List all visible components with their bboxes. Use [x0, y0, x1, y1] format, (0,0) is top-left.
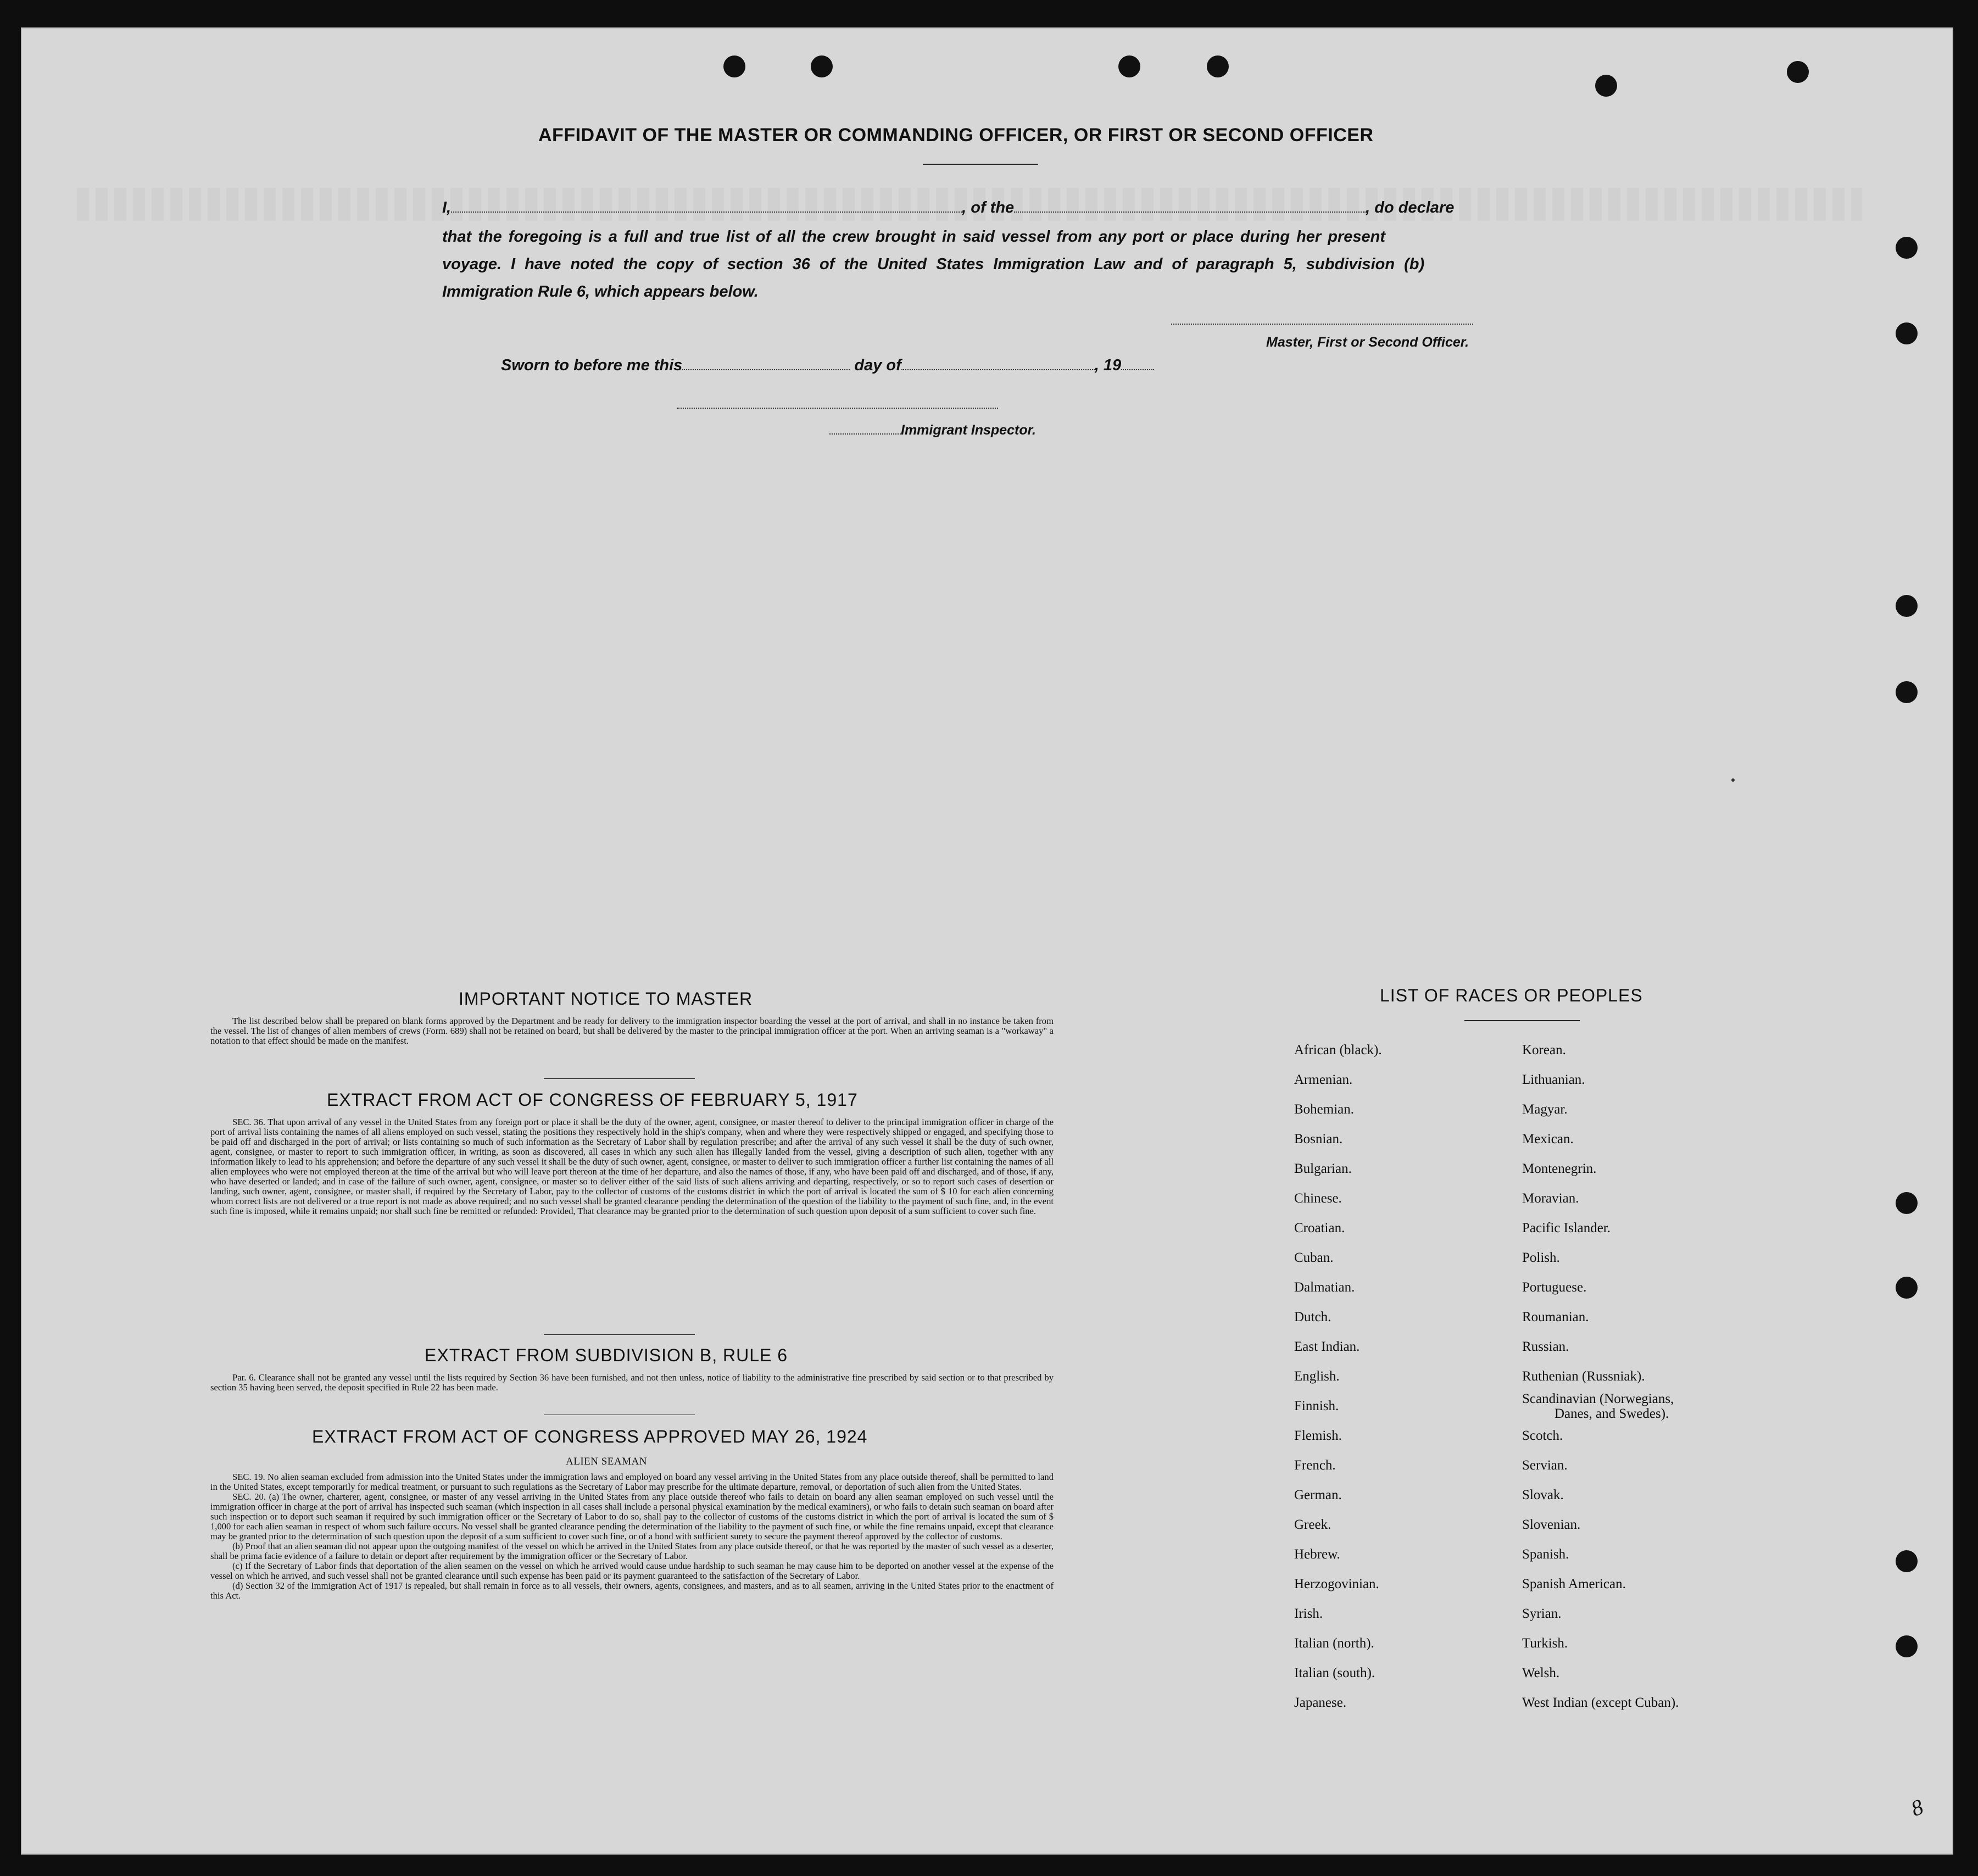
- race-item: Mexican.: [1522, 1132, 1574, 1146]
- notice-title: IMPORTANT NOTICE TO MASTER: [459, 989, 753, 1009]
- affidavit-line-2: that the foregoing is a full and true list of all the crew brought in said vessel from any port or place during her present: [442, 228, 1386, 246]
- race-item: Finnish.: [1294, 1399, 1339, 1413]
- rule-6-text: [210, 1373, 1054, 1393]
- inspector-signature-label: [829, 422, 1036, 438]
- extract-1924-title: EXTRACT FROM ACT OF CONGRESS APPROVED MAY 26, 1924: [312, 1427, 868, 1446]
- race-item: Russian.: [1522, 1339, 1569, 1354]
- affidavit-title: AFFIDAVIT OF THE MASTER OR COMMANDING OFFICER, OR FIRST OR SECOND OFFICER: [538, 125, 1374, 146]
- races-title: LIST OF RACES OR PEOPLES: [1380, 986, 1643, 1005]
- affidavit-line-1: [442, 199, 1454, 217]
- race-item: French.: [1294, 1458, 1336, 1473]
- extract-1917-title: EXTRACT FROM ACT OF CONGRESS OF FEBRUARY 5, 1917: [327, 1090, 858, 1110]
- race-item: Chinese.: [1294, 1191, 1342, 1206]
- sworn-day-blank[interactable]: [682, 357, 850, 370]
- affidavit-line-4: Immigration Rule 6, which appears below.: [442, 283, 759, 300]
- race-item: Bulgarian.: [1294, 1161, 1352, 1176]
- vessel-blank[interactable]: [1014, 199, 1366, 213]
- punch-hole: [811, 55, 833, 77]
- sec-20c-paragraph: (c) If the Secretary of Labor finds that deportation of the alien seamen on the vessel on which he arrived would cause undue hardship to such seaman he may cause him to be deported on another vessel at the expense of the vessel on which he arrived, and such vessel shall not be granted clearance until such expense has been paid or its payment guaranteed to the satisfaction of the Secretary of Labor.: [210, 1561, 1054, 1581]
- title-underline: [923, 164, 1038, 165]
- punch-hole: [1896, 1277, 1918, 1299]
- punch-hole: [1896, 1635, 1918, 1657]
- punch-hole: [1207, 55, 1229, 77]
- race-item: Dalmatian.: [1294, 1280, 1355, 1295]
- race-item: African (black).: [1294, 1043, 1382, 1057]
- sworn-year-blank[interactable]: [1121, 357, 1154, 370]
- master-signature-line[interactable]: [1171, 324, 1473, 325]
- affidavit-declare: , do declare: [1366, 199, 1455, 216]
- race-item: German.: [1294, 1488, 1342, 1502]
- punch-hole: [1896, 681, 1918, 703]
- punch-hole: [1896, 237, 1918, 259]
- inspector-signature-line[interactable]: [677, 408, 998, 409]
- race-item: Turkish.: [1522, 1636, 1568, 1651]
- sec-36-paragraph: SEC. 36. That upon arrival of any vessel in the United States from any foreign port or place it shall be the duty of the owner, agent, consignee, or master thereof to deliver to the principal immigration officer in charge of the port of arrival lists containing the names of all aliens employed on such vessel, stating the positions they respectively hold in the ship's company, when and where they were respectively shipped or engaged, and specifying those to be paid off and discharged in the port of arrival; or lists containing so much of such information as the Secretary of Labor shall by regulation prescribe; and after the arrival of any such vessel it shall be the duty of such owner, agent, consignee, or master to report to such immigration officer, in writing, as soon as discovered, all cases in which any such alien has illegally landed from the vessel, giving a description of such alien, together with any information likely to lead to his apprehension; and before the departure of any such vessel it shall be the duty of such owner, agent, consignee, or master to deliver to such immigration officer a further list containing the names of all alien employees who were not employed thereon at the time of the arrival but who will leave port thereon at the time of her departure, and also the names of those, if any, who have been paid off and discharged, and of those, if any, who have deserted or landed; and in case of the failure of such owner, agent, consignee, or master so to deliver either of the said lists of such aliens arriving and departing, respectively, or so to report such cases of desertion or landing, such owner, agent, consignee, or master shall, if required by the Secretary of Labor, pay to the collector of customs of the customs district in which the port of arrival is located the sum of $ 10 for each alien concerning whom correct lists are not delivered or a true report is not made as above required; and no such vessel shall be granted clearance pending the determination of the question of the liability to the payment of such fine, and, in the event such fine is imposed, while it remains unpaid; nor shall such fine be remitted or refunded: Provided, That clearance may be granted prior to the determination of such question upon deposit of a sum sufficient to cover such fine.: [210, 1117, 1054, 1216]
- master-signature-label: Master, First or Second Officer.: [1266, 335, 1469, 350]
- race-item: Scandinavian (Norwegians,: [1522, 1391, 1674, 1406]
- race-item: Bohemian.: [1294, 1102, 1355, 1117]
- race-item: Pacific Islander.: [1522, 1221, 1611, 1235]
- race-item: Welsh.: [1522, 1666, 1560, 1680]
- corner-handwritten-mark: 8: [1907, 1794, 1927, 1822]
- race-item: Bosnian.: [1294, 1132, 1343, 1146]
- race-item: English.: [1294, 1369, 1340, 1384]
- race-item: Armenian.: [1294, 1072, 1353, 1087]
- punch-hole: [1595, 75, 1617, 97]
- punch-hole: [1896, 595, 1918, 617]
- race-item: Roumanian.: [1522, 1310, 1589, 1324]
- punch-hole: [1896, 1550, 1918, 1572]
- race-item: Spanish.: [1522, 1547, 1569, 1562]
- notice-paragraph: The list described below shall be prepared on blank forms approved by the Department and be ready for delivery to the immigration inspector boarding the vessel at the port of arrival, and shall in no instance be taken from the vessel. The list of changes of alien members of crews (Form. 689) shall not be retained on board, but shall be delivered by the master to the principal immigration officer at the port. When an arriving seaman is a "workaway" a notation to that effect should be made on the manifest.: [210, 1016, 1054, 1046]
- race-item: Japanese.: [1294, 1695, 1347, 1710]
- affidavit-i: I,: [442, 199, 452, 216]
- race-item: Polish.: [1522, 1250, 1560, 1265]
- race-item: Scotch.: [1522, 1428, 1563, 1443]
- race-item: West Indian (except Cuban).: [1522, 1695, 1679, 1710]
- race-item: Slovak.: [1522, 1488, 1564, 1502]
- race-item: Cuban.: [1294, 1250, 1334, 1265]
- sworn-text: Sworn to before me this: [501, 357, 683, 374]
- sworn-day-of: day of: [854, 357, 901, 374]
- race-item: Syrian.: [1522, 1606, 1562, 1621]
- race-item: Italian (south).: [1294, 1666, 1375, 1680]
- alien-seaman-subtitle: ALIEN SEAMAN: [566, 1456, 647, 1467]
- races-underline: [1464, 1020, 1580, 1021]
- punch-hole: [723, 55, 745, 77]
- extract-1917-text: [210, 1117, 1054, 1216]
- sec-20d-paragraph: (d) Section 32 of the Immigration Act of 1917 is repealed, but shall remain in force as to all vessels, their owners, agents, consignees, and masters, and as to all seamen, arriving in the United States prior to the enactment of this Act.: [210, 1580, 1054, 1601]
- race-item: Spanish American.: [1522, 1577, 1626, 1591]
- race-item: Slovenian.: [1522, 1517, 1581, 1532]
- punch-hole: [1787, 61, 1809, 83]
- affidavit-line-3: voyage. I have noted the copy of section 36 of the United States Immigration Law and of paragraph 5, subdivision (b): [442, 255, 1425, 273]
- race-item: Ruthenian (Russniak).: [1522, 1369, 1645, 1384]
- race-item: Moravian.: [1522, 1191, 1579, 1206]
- name-blank[interactable]: [451, 199, 962, 213]
- notice-text: [210, 1016, 1054, 1046]
- race-item: Montenegrin.: [1522, 1161, 1597, 1176]
- race-item: Flemish.: [1294, 1428, 1342, 1443]
- affidavit-of-the: , of the: [962, 199, 1015, 216]
- rule-6-title: EXTRACT FROM SUBDIVISION B, RULE 6: [425, 1345, 788, 1365]
- sec-19-paragraph: SEC. 19. No alien seaman excluded from admission into the United States under the immigration laws and employed on board any vessel arriving in the United States from any place outside thereof, shall be permitted to land in the United States, except temporarily for medical treatment, or pursuant to such regulations as the Secretary of Labor may prescribe for the ultimate departure, removal, or deportation of such alien from the United States.: [210, 1472, 1054, 1492]
- race-item: Italian (north).: [1294, 1636, 1374, 1651]
- par-6-paragraph: Par. 6. Clearance shall not be granted any vessel until the lists required by Section 36 have been furnished, and not then unless, notice of liability to the administrative fine prescribed by said section or to that prescribed by section 35 having been served, the deposit specified in Rule 22 has been made.: [210, 1372, 1054, 1393]
- race-item: Greek.: [1294, 1517, 1331, 1532]
- race-item: Dutch.: [1294, 1310, 1331, 1324]
- race-item: Servian.: [1522, 1458, 1568, 1473]
- sworn-line: [501, 357, 1154, 375]
- sworn-year-prefix: , 19: [1094, 357, 1122, 374]
- sec-20a-paragraph: SEC. 20. (a) The owner, charterer, agent, consignee, or master of any vessel arriving in the United States from any place outside thereof who fails to detain on board any alien seaman employed on such vessel until the immigration officer in charge at the port of arrival has inspected such seaman (which inspection in all cases shall include a personal physical examination by the medical examiners), or who fails to detain such seaman on board after such inspection or to deport such seaman if required by such immigration officer or the Secretary of Labor to do so, shall pay to the collector of customs of the customs district in which the port of arrival is located the sum of $ 1,000 for each alien seaman in respect of whom such failure occurs. No vessel shall be granted clearance pending the determination of the liability to the payment of such fine, or while the fine remains unpaid, except that clearance may be granted prior to the determination of such question upon the deposit of a sum sufficient to cover such fine, or of a bond with sufficient surety to secure the payment thereof approved by the collector of customs.: [210, 1491, 1054, 1541]
- document-sheet: [21, 27, 1953, 1855]
- punch-hole: [1896, 322, 1918, 344]
- punch-hole: [1118, 55, 1140, 77]
- extract-1924-text: [210, 1472, 1054, 1601]
- punch-hole: [1896, 1192, 1918, 1214]
- race-item: East Indian.: [1294, 1339, 1360, 1354]
- divider: [544, 1078, 695, 1079]
- race-item: Korean.: [1522, 1043, 1566, 1057]
- race-item-continued: Danes, and Swedes).: [1554, 1406, 1669, 1421]
- inspector-label-text: Immigrant Inspector.: [901, 422, 1036, 438]
- race-item: Croatian.: [1294, 1221, 1345, 1235]
- inspector-dots: [829, 425, 901, 435]
- sec-20b-paragraph: (b) Proof that an alien seaman did not appear upon the outgoing manifest of the vessel on which he arrived in the United States from any place outside thereof, or that he was reported by the master of such vessel as a deserter, shall be prima facie evidence of a failure to detain or deport after requirement by the immigration officer or the Secretary of Labor.: [210, 1541, 1054, 1561]
- race-item: Magyar.: [1522, 1102, 1568, 1117]
- race-item: Portuguese.: [1522, 1280, 1587, 1295]
- race-item: Hebrew.: [1294, 1547, 1340, 1562]
- race-item: Irish.: [1294, 1606, 1323, 1621]
- divider: [544, 1334, 695, 1335]
- race-item: Lithuanian.: [1522, 1072, 1585, 1087]
- speck: [1731, 778, 1735, 782]
- race-item: Herzogovinian.: [1294, 1577, 1379, 1591]
- sworn-month-blank[interactable]: [901, 357, 1095, 370]
